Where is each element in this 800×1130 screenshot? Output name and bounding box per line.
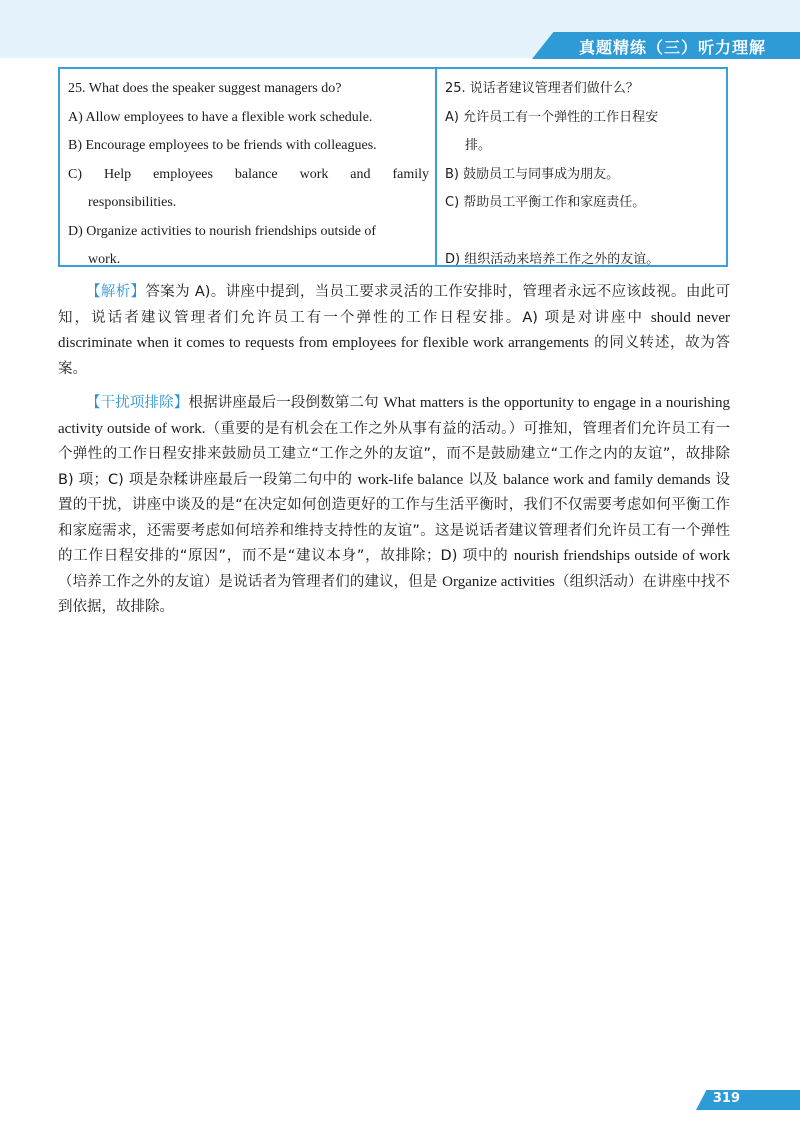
option-c-en-line2: responsibilities. [88,195,177,210]
page-number: 319 [712,1091,740,1106]
option-a-zh-line1: A) 允许员工有一个弹性的工作日程安 [445,109,659,125]
distractor-text: （组织活动）在讲座中找不到依据，故排除。 [58,573,731,615]
question-english-column [60,69,437,265]
distractor-quote: work-life balance [357,471,464,488]
distractor-tag: 【干扰项排除】 [86,395,189,411]
distractor-quote: Organize activities [442,573,555,590]
analysis-tag: 【解析】 [86,284,146,300]
question-table [58,67,728,267]
analysis-text: 答案为 A)。讲座中提到，当员工要求灵活的工作安排时，管理者永远不应该歧视。由此可知，说话者建议管理者们允许员工有一个弹性的工作日程安排。A) 项是对讲座中 [58,284,731,326]
distractor-text: 设置的干扰，讲座中谈及的是“在决定如何创造更好的工作与生活平衡时，我们不仅需要考虑如何平衡工作和家庭需求，还需要考虑如何培养和维持支持性的友谊”。这是说话者建议管理者们允许员工有一个弹性的工作日程安排的“原因”，而不是“建议本身”，故排除；D) 项中的 [58,471,731,564]
distractor-text: （培养工作之外的友谊）是说话者为管理者们的建议，但是 [58,573,443,590]
question-stem-en: 25. What does the speaker suggest managers do? [68,81,342,96]
option-c-zh: C) 帮助员工平衡工作和家庭责任。 [445,195,646,210]
option-c-en-line1: C) Help employees balance work and family [68,166,429,182]
option-b-en: B) Encourage employees to be friends with colleagues. [68,138,377,153]
option-a-en: A) Allow employees to have a flexible work schedule. [68,109,373,125]
page-number-tab [696,1090,800,1110]
distractor-quote: nourish friendships outside of work [513,548,731,564]
option-d-en-line2: work. [88,252,121,267]
analysis-paragraph [58,280,730,382]
analysis-text: 的同义转述，故为答案。 [58,335,730,377]
analysis-quote: should never discriminate when it comes to requests from employees for flexible work arrangements [58,309,730,351]
distractor-quote: What matters is the opportunity to engage in a nourishing activity outside of work. [58,395,731,437]
question-chinese-column [437,69,726,265]
option-a-zh-line2: 排。 [465,138,492,153]
distractor-paragraph [58,391,730,621]
distractor-text: 以及 [463,471,504,488]
option-d-en-line1: D) Organize activities to nourish friendships outside of [68,223,377,239]
distractor-text: 根据讲座最后一段倒数第二句 [188,395,384,411]
question-stem-zh: 25. 说话者建议管理者们做什么？ [445,81,639,96]
spacer [445,218,720,246]
distractor-quote: balance work and family demands [503,471,711,488]
section-title: 真题精练（三）听力理解 [578,38,766,57]
option-b-zh: B) 鼓励员工与同事成为朋友。 [445,166,620,182]
distractor-text: （重要的是有机会在工作之外从事有益的活动。）可推知，管理者们允许员工有一个弹性的工作日程安排来鼓励员工建立“工作之外的友谊”，而不是鼓励建立“工作之内的友谊”，故排除 B) 项；C) 项是杂糅讲座最后一段第二句中的 [58,420,731,488]
option-d-zh: D) 组织活动来培养工作之外的友谊。 [445,251,660,267]
